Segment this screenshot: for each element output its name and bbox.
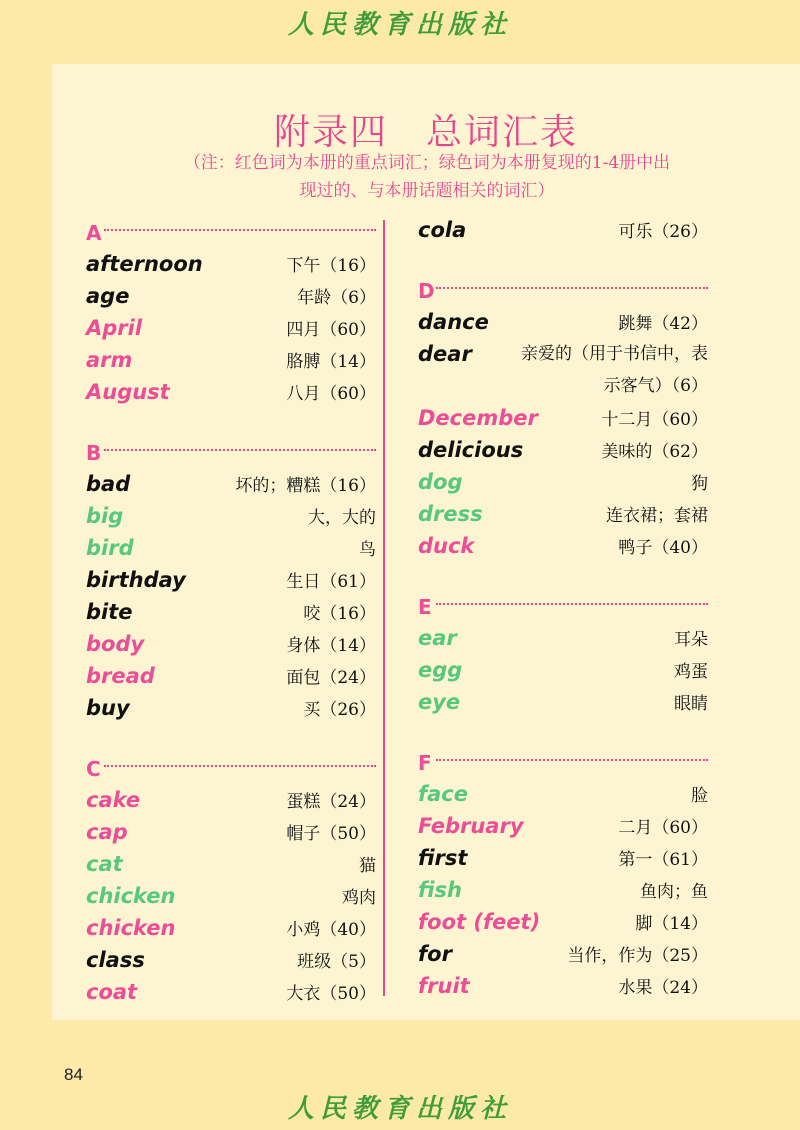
vocab-meaning: 年龄（6） [297,288,376,308]
vocab-entry [418,498,708,530]
vocab-meaning: 大，大的 [308,508,376,528]
vocab-meaning: 咬（16） [303,604,376,624]
vocab-entry [86,564,376,596]
section-f-list [418,778,708,1002]
vocab-entry [86,344,376,376]
vocab-entry [86,976,376,1008]
vocab-entry [86,692,376,724]
right-column [418,214,708,1002]
vocab-entry [86,660,376,692]
dotted-rule [436,759,708,761]
vocab-entry [418,874,708,906]
section-letter: C [86,757,101,781]
vocab-entry [418,466,708,498]
vocabulary-panel [52,64,800,1020]
vocab-word: body [86,632,145,656]
dotted-rule [104,765,376,767]
vocab-word: eye [418,690,461,714]
vocab-meaning: 蛋糕（24） [286,792,376,812]
publisher-logo-top: 人民教育出版社 [287,10,512,40]
vocab-entry [86,500,376,532]
vocab-word: dress [418,502,483,526]
vocab-word: big [86,504,124,528]
vocab-entry [418,906,708,938]
vocab-entry [86,628,376,660]
vocab-meaning: 猫 [359,856,376,876]
vocab-meaning: 鱼肉；鱼 [640,882,708,902]
vocab-meaning: 小鸡（40） [286,920,376,940]
vocab-word: birthday [86,568,186,592]
publisher-logo-bottom: 人民教育出版社 [287,1094,512,1124]
section-a-list [86,248,376,408]
page-title: 附录四 总词汇表 [273,112,578,153]
vocab-meaning: 鸭子（40） [618,538,708,558]
vocab-meaning: 胳膊（14） [286,352,376,372]
vocab-meaning: 水果（24） [618,978,708,998]
vocab-meaning: 生日（61） [286,572,376,592]
vocab-entry [418,778,708,810]
vocab-meaning: 四月（60） [286,320,376,340]
section-header-e [418,592,708,622]
vocab-entry [86,376,376,408]
vocab-word: for [418,942,452,966]
page-number: 84 [64,1065,83,1084]
vocab-entry [418,842,708,874]
vocab-meaning: 脸 [691,786,708,806]
vocab-entry [86,596,376,628]
vocab-meaning: 班级（5） [297,952,376,972]
vocab-word: bad [86,472,131,496]
column-divider [383,220,385,996]
section-letter: F [418,751,432,775]
vocab-word: bird [86,536,134,560]
vocab-entry [418,530,708,562]
vocab-word: cat [86,852,123,876]
vocab-word: cola [418,218,467,242]
vocab-entry [86,912,376,944]
dotted-rule [104,229,376,231]
vocab-word: cake [86,788,141,812]
vocab-entry [418,402,708,434]
section-b-list [86,468,376,724]
vocab-entry [86,532,376,564]
vocab-entry [86,848,376,880]
vocab-entry [418,938,708,970]
vocab-word: coat [86,980,138,1004]
vocab-entry [86,880,376,912]
section-c-continued [418,214,708,246]
vocab-meaning: 第一（61） [618,850,708,870]
section-c-list [86,784,376,1008]
left-column [86,218,376,1008]
vocab-meaning: 耳朵 [674,630,708,650]
section-letter: B [86,441,102,465]
section-letter: E [418,595,432,619]
vocab-entry [418,810,708,842]
vocab-word: age [86,284,130,308]
section-header-b [86,438,376,468]
vocab-entry [86,280,376,312]
vocab-word: chicken [86,884,176,908]
vocab-entry [418,214,708,246]
vocab-meaning: 二月（60） [618,818,708,838]
vocab-entry [418,338,708,402]
vocab-word: arm [86,348,133,372]
vocab-word: dance [418,310,489,334]
vocab-meaning: 大衣（50） [286,984,376,1004]
vocab-word: ear [418,626,457,650]
vocab-word: egg [418,658,463,682]
vocab-meaning: 买（26） [303,700,376,720]
vocab-entry [418,654,708,686]
section-d-list [418,306,708,562]
vocab-entry [86,312,376,344]
section-letter: D [418,279,435,303]
vocab-entry [418,686,708,718]
dotted-rule [436,603,708,605]
vocab-word: bite [86,600,133,624]
vocab-meaning: 鸟 [359,540,376,560]
vocab-meaning: 跳舞（42） [618,314,708,334]
vocab-word: December [418,406,538,430]
vocab-word: chicken [86,916,176,940]
vocab-meaning: 八月（60） [286,384,376,404]
section-header-a [86,218,376,248]
vocab-word: bread [86,664,155,688]
vocab-entry [418,970,708,1002]
vocab-entry [86,248,376,280]
section-header-f [418,748,708,778]
vocab-word: cap [86,820,128,844]
vocab-entry [86,944,376,976]
vocab-meaning: 面包（24） [286,668,376,688]
vocab-word: dear [418,342,472,366]
vocab-meaning: 坏的；糟糕（16） [235,476,376,496]
vocab-meaning: 狗 [691,474,708,494]
vocab-word: afternoon [86,252,203,276]
vocab-meaning: 身体（14） [286,636,376,656]
vocab-meaning: 鸡肉 [342,888,376,908]
vocab-entry [86,784,376,816]
vocab-word: class [86,948,145,972]
vocab-meaning: 眼睛 [674,694,708,714]
vocab-entry [418,622,708,654]
vocab-entry [86,816,376,848]
vocab-meaning: 下午（16） [286,256,376,276]
vocab-word: February [418,814,524,838]
vocab-word: April [86,316,143,340]
note-line-1: （注：红色词为本册的重点词汇；绿色词为本册复现的1-4册中出 [183,153,671,173]
vocab-meaning: 当作，作为（25） [567,946,708,966]
vocab-word: buy [86,696,130,720]
vocab-word: dog [418,470,463,494]
vocab-meaning: 连衣裙；套裙 [606,506,708,526]
section-e-list [418,622,708,718]
vocab-meaning: 帽子（50） [286,824,376,844]
vocab-entry [418,306,708,338]
vocab-word: face [418,782,468,806]
dotted-rule [104,449,376,451]
vocab-word: delicious [418,438,524,462]
vocab-word: foot (feet) [418,910,541,934]
section-letter: A [86,221,102,245]
vocab-meaning: 鸡蛋 [674,662,708,682]
vocab-meaning: 亲爱的（用于书信中，表示客气）（6） [521,344,708,396]
note-line-2: 现过的、与本册话题相关的词汇） [299,181,555,201]
vocab-word: first [418,846,468,870]
vocab-entry [418,434,708,466]
section-header-d [418,276,708,306]
vocab-meaning: 美味的（62） [601,442,708,462]
vocab-word: August [86,380,170,404]
vocab-word: duck [418,534,475,558]
section-header-c [86,754,376,784]
vocab-word: fish [418,878,462,902]
vocab-word: fruit [418,974,470,998]
vocab-meaning: 脚（14） [635,914,708,934]
vocab-meaning: 可乐（26） [618,222,708,242]
vocab-meaning: 十二月（60） [601,410,708,430]
dotted-rule [436,287,708,289]
vocab-entry [86,468,376,500]
